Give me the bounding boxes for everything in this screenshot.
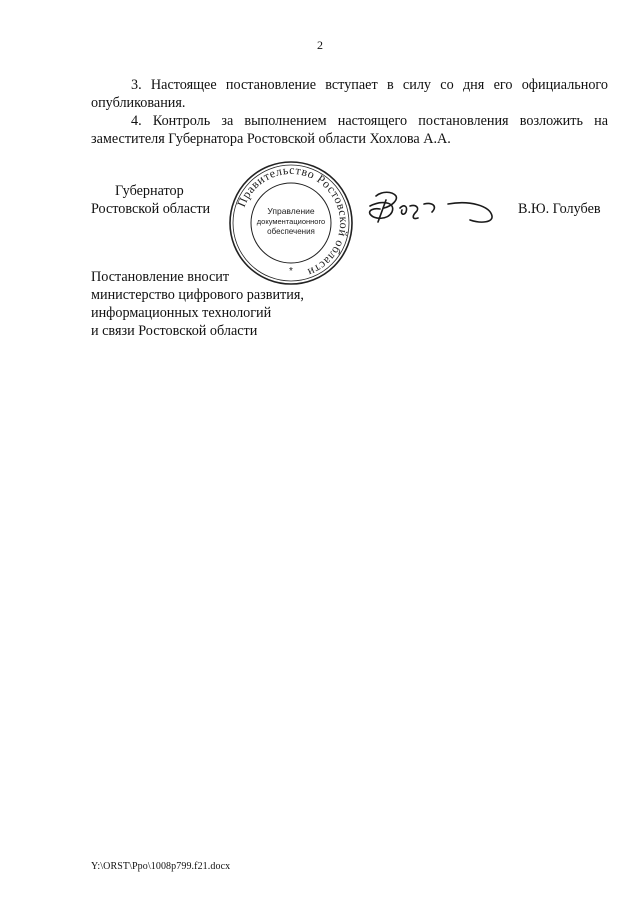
seal-ring-text: Правительство Ростовской области: [234, 162, 352, 280]
seal-inner-line2: документационного: [256, 217, 326, 226]
footer-file-path: Y:\ORST\Ppo\1008p799.f21.docx: [91, 861, 231, 872]
signer-name: В.Ю. Голубев: [518, 201, 601, 217]
submitter-line: Постановление вносит: [91, 269, 230, 285]
handwritten-signature: [362, 182, 502, 232]
seal-inner-line1: Управление: [267, 206, 315, 216]
submitter-line: министерство цифрового развития,: [91, 287, 304, 303]
submitter-line: и связи Ростовской области: [91, 323, 258, 339]
paragraph-item-3: 3. Настоящее постановление вступает в силу со дня его официального опубликования.: [91, 77, 608, 112]
signer-title: [91, 182, 210, 218]
seal-star: *: [289, 266, 293, 277]
page-number: 2: [317, 38, 323, 52]
signer-title-line1: Губернатор: [115, 183, 184, 199]
submitter-block: [91, 268, 304, 340]
seal-inner-line3: обеспечения: [267, 227, 315, 236]
submitter-line: информационных технологий: [91, 305, 272, 321]
signer-title-line2: Ростовской области: [91, 201, 211, 217]
paragraph-item-4: 4. Контроль за выполнением настоящего постановления возложить на заместителя Губернатора Ростовской области Хохлова А.А.: [91, 113, 608, 148]
